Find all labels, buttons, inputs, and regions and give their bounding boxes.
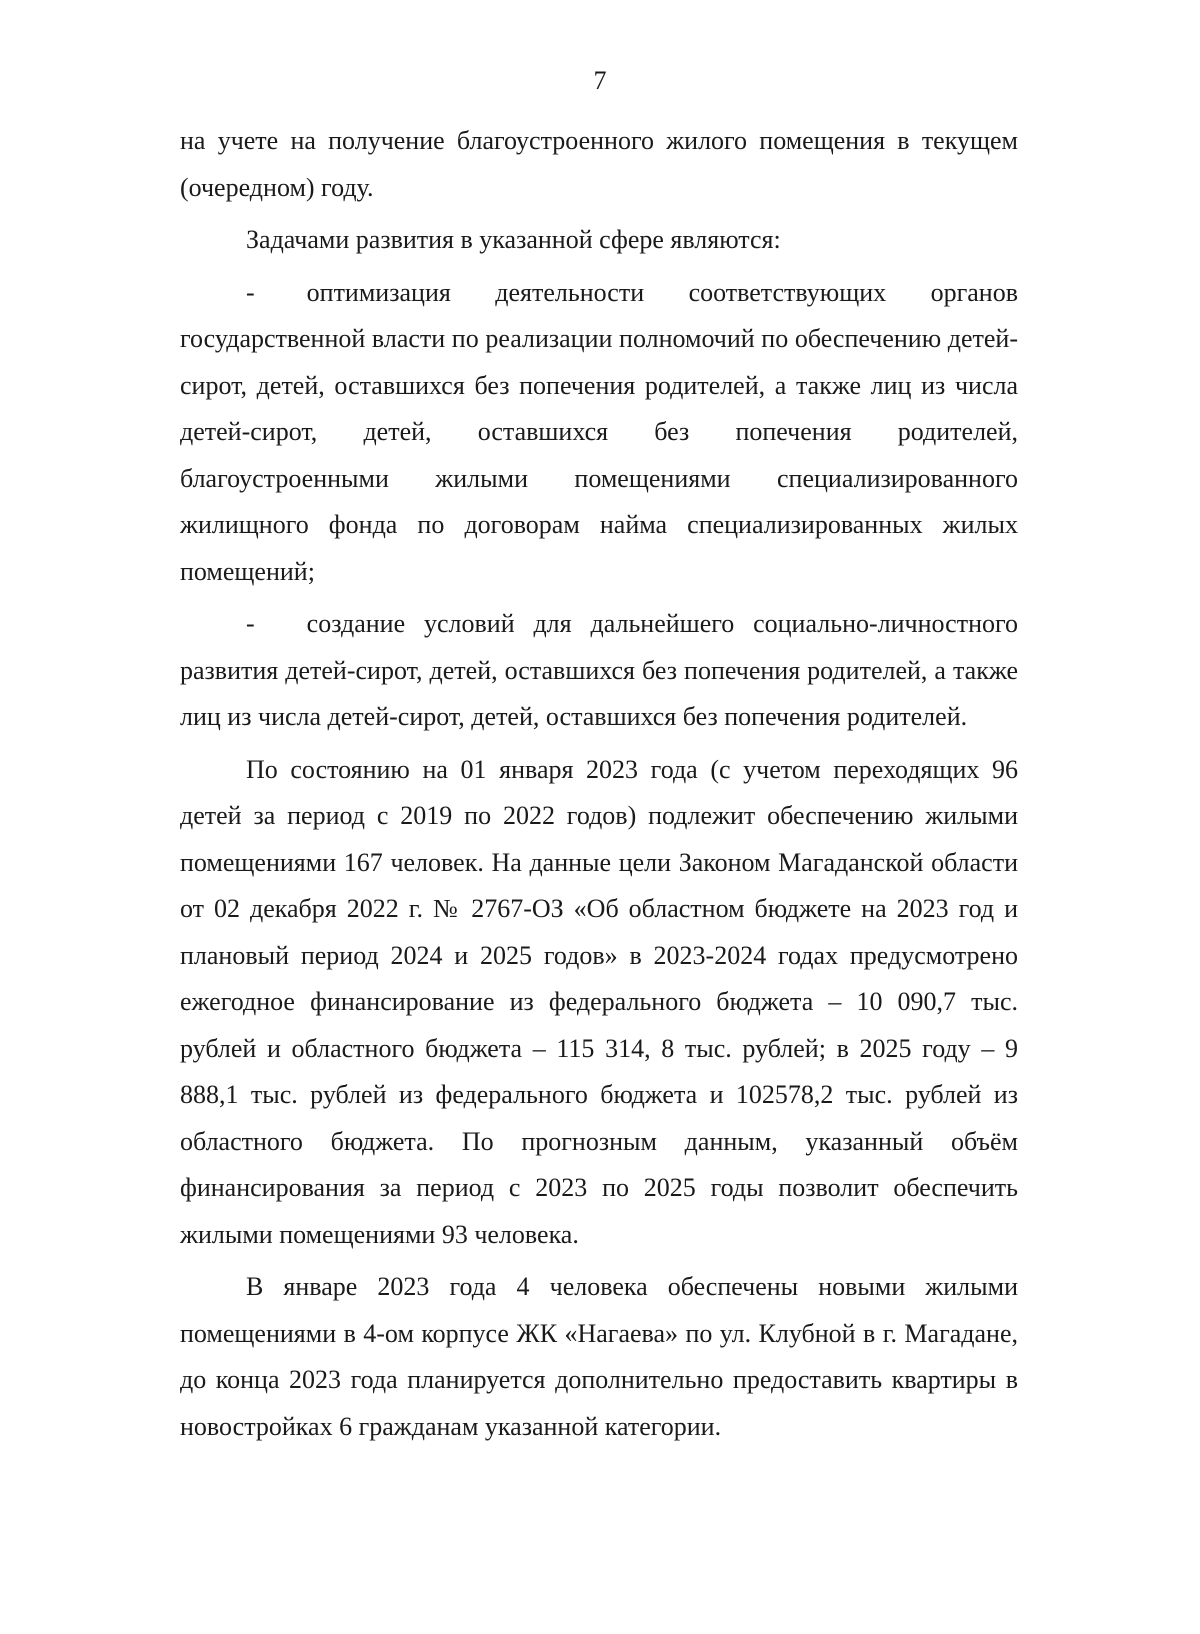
paragraph-continuation: на учете на получение благоустроенного жилого помещения в текущем (очередном) году. [180,126,1018,202]
paragraph-tasks-intro: Задачами развития в указанной сфере являются: [246,225,781,254]
document-body [180,118,1018,1456]
list-item-optimization: - оптимизация деятельности соответствующих органов государственной власти по реализации полномочий по обеспечению детей-сирот, детей, оставшихся без попечения родителей, а также лиц из числа детей-сирот, детей, оставшихся без попечения родителей, благоустроенными жилыми помещениями специализированного жилищного фонда по договорам найма специализированных жилых помещений; [180,277,1018,586]
paragraph-funding: По состоянию на 01 января 2023 года (с учетом переходящих 96 детей за период с 2019 по 2022 годов) подлежит обеспечению жилыми помещениями 167 человек. На данные цели Законом Магаданской области от 02 декабря 2022 г. № 2767-ОЗ «Об областном бюджете на 2023 год и плановый период 2024 и 2025 годов» в 2023-2024 годах предусмотрено ежегодное финансирование из федерального бюджета – 10 090,7 тыс. рублей и областного бюджета – 115 314, 8 тыс. рублей; в 2025 году – 9 888,1 тыс. рублей из федерального бюджета и 102578,2 тыс. рублей из областного бюджета. По прогнозным данным, указанный объём финансирования за период с 2023 по 2025 годы позволит обеспечить жилыми помещениями 93 человека. [180,754,1018,1249]
list-item-conditions: - создание условий для дальнейшего социально-личностного развития детей-сирот, детей, оставшихся без попечения родителей, а также лиц из числа детей-сирот, детей, оставшихся без попечения родителей. [180,609,1018,731]
page-number: 7 [593,66,607,95]
paragraph-housing-provided: В январе 2023 года 4 человека обеспечены новыми жилыми помещениями в 4-ом корпусе ЖК «Нагаева» по ул. Клубной в г. Магадане, до конца 2023 года планируется дополнительно предоставить квартиры в новостройках 6 гражданам указанной категории. [180,1272,1018,1441]
